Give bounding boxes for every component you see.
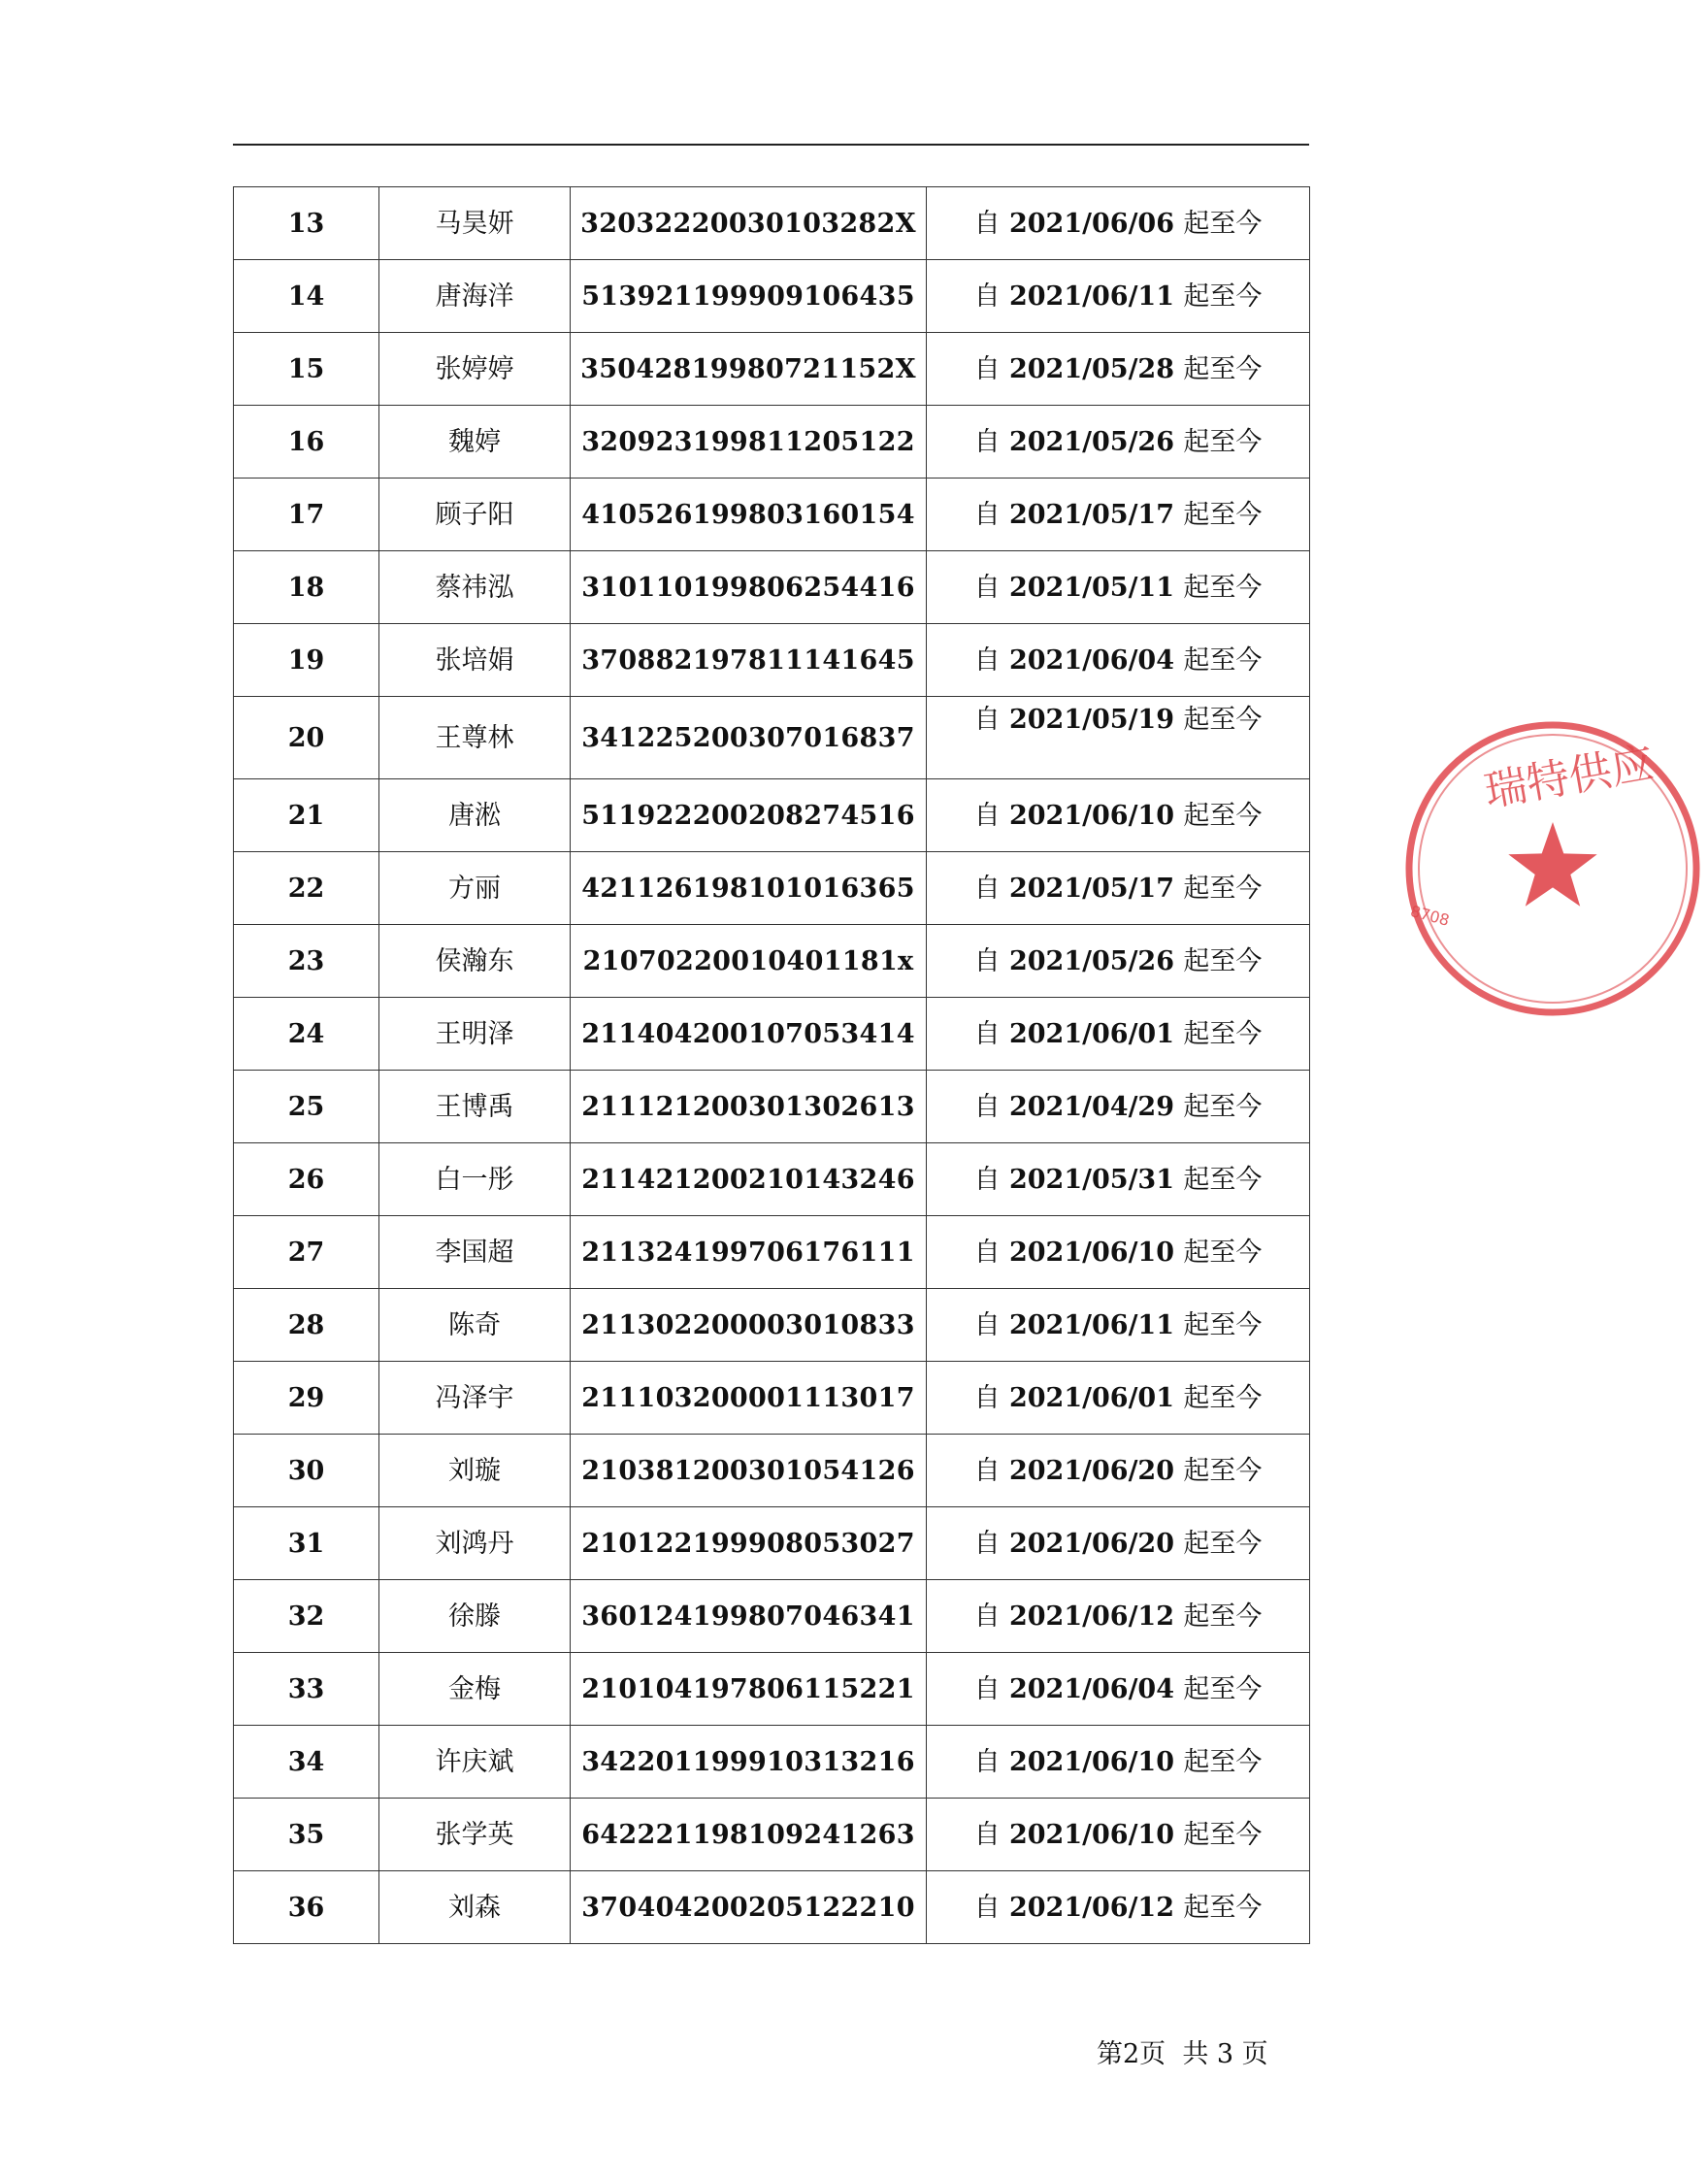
start-date-cell	[927, 1580, 1310, 1653]
start-date-cell	[927, 779, 1310, 852]
date-suffix: 起至今	[1183, 1091, 1263, 1122]
start-date-cell	[927, 697, 1310, 779]
start-date-cell	[927, 925, 1310, 998]
row-index: 16	[234, 406, 379, 479]
date-suffix: 起至今	[1183, 1746, 1263, 1777]
date-suffix: 起至今	[1183, 353, 1263, 384]
person-name: 刘璇	[379, 1435, 571, 1507]
date-prefix: 自	[973, 1746, 1001, 1777]
row-index: 21	[234, 779, 379, 852]
id-number: 642221198109241263	[571, 1799, 927, 1871]
start-date-cell	[927, 1435, 1310, 1507]
table-row	[234, 1216, 1310, 1289]
start-date: 2021/06/12	[1008, 1892, 1174, 1923]
row-index: 35	[234, 1799, 379, 1871]
row-index: 19	[234, 624, 379, 697]
id-number: 310110199806254416	[571, 551, 927, 624]
date-suffix: 起至今	[1183, 1309, 1263, 1340]
start-date-cell	[927, 406, 1310, 479]
table-row	[234, 697, 1310, 779]
start-date-cell	[927, 333, 1310, 406]
date-prefix: 自	[973, 1673, 1001, 1704]
table-row	[234, 1507, 1310, 1580]
id-number: 211103200001113017	[571, 1362, 927, 1435]
person-name: 许庆斌	[379, 1726, 571, 1799]
svg-text:瑞特供应: 瑞特供应	[1480, 738, 1659, 817]
date-suffix: 起至今	[1183, 705, 1263, 735]
person-name: 方丽	[379, 852, 571, 925]
table-row	[234, 1289, 1310, 1362]
table-row	[234, 925, 1310, 998]
date-prefix: 自	[973, 873, 1001, 904]
row-index: 34	[234, 1726, 379, 1799]
date-prefix: 自	[973, 1309, 1001, 1340]
start-date: 2021/06/12	[1008, 1601, 1174, 1632]
start-date: 2021/06/01	[1008, 1018, 1174, 1049]
date-suffix: 起至今	[1183, 644, 1263, 676]
start-date-cell	[927, 998, 1310, 1071]
id-number: 342201199910313216	[571, 1726, 927, 1799]
table-row	[234, 1726, 1310, 1799]
date-suffix: 起至今	[1183, 499, 1263, 530]
start-date: 2021/06/10	[1008, 800, 1174, 831]
id-number: 360124199807046341	[571, 1580, 927, 1653]
personnel-table	[233, 186, 1310, 1944]
row-index: 14	[234, 260, 379, 333]
table-row	[234, 1580, 1310, 1653]
header-rule	[233, 144, 1309, 146]
date-suffix: 起至今	[1183, 1164, 1263, 1195]
date-suffix: 起至今	[1183, 1455, 1263, 1486]
date-prefix: 自	[973, 1237, 1001, 1268]
date-prefix: 自	[973, 1164, 1001, 1195]
person-name: 陈奇	[379, 1289, 571, 1362]
date-prefix: 自	[973, 426, 1001, 457]
person-name: 唐淞	[379, 779, 571, 852]
table-row	[234, 260, 1310, 333]
date-prefix: 自	[973, 353, 1001, 384]
row-index: 28	[234, 1289, 379, 1362]
row-index: 30	[234, 1435, 379, 1507]
id-number: 211421200210143246	[571, 1143, 927, 1216]
id-number: 341225200307016837	[571, 697, 927, 779]
id-number: 210104197806115221	[571, 1653, 927, 1726]
start-date: 2021/06/10	[1008, 1819, 1174, 1850]
date-suffix: 起至今	[1183, 208, 1263, 239]
date-prefix: 自	[973, 1528, 1001, 1559]
person-name: 刘森	[379, 1871, 571, 1944]
date-prefix: 自	[973, 800, 1001, 831]
person-name: 侯瀚东	[379, 925, 571, 998]
table-row	[234, 1799, 1310, 1871]
page-footer: 第2页 共 3 页	[1097, 2039, 1268, 2069]
start-date: 2021/05/19	[1008, 705, 1174, 735]
row-index: 17	[234, 479, 379, 551]
start-date-cell	[927, 1289, 1310, 1362]
start-date-cell	[927, 1071, 1310, 1143]
table-row	[234, 1653, 1310, 1726]
row-index: 27	[234, 1216, 379, 1289]
date-suffix: 起至今	[1183, 800, 1263, 831]
date-suffix: 起至今	[1183, 1018, 1263, 1049]
row-index: 25	[234, 1071, 379, 1143]
date-suffix: 起至今	[1183, 1673, 1263, 1704]
person-name: 唐海洋	[379, 260, 571, 333]
date-suffix: 起至今	[1183, 1382, 1263, 1413]
table-row	[234, 551, 1310, 624]
row-index: 18	[234, 551, 379, 624]
row-index: 33	[234, 1653, 379, 1726]
id-number: 511922200208274516	[571, 779, 927, 852]
start-date-cell	[927, 852, 1310, 925]
seal-star-icon	[1508, 822, 1596, 907]
person-name: 金梅	[379, 1653, 571, 1726]
table-row	[234, 333, 1310, 406]
date-suffix: 起至今	[1183, 1237, 1263, 1268]
start-date: 2021/06/10	[1008, 1746, 1174, 1777]
person-name: 张婷婷	[379, 333, 571, 406]
person-name: 李国超	[379, 1216, 571, 1289]
person-name: 马昊妍	[379, 187, 571, 260]
date-prefix: 自	[973, 572, 1001, 603]
id-number: 32032220030103282X	[571, 187, 927, 260]
date-prefix: 自	[973, 1382, 1001, 1413]
person-name: 张培娟	[379, 624, 571, 697]
start-date-cell	[927, 1726, 1310, 1799]
table-row	[234, 779, 1310, 852]
id-number: 513921199909106435	[571, 260, 927, 333]
id-number: 21070220010401181x	[571, 925, 927, 998]
start-date: 2021/05/17	[1008, 873, 1174, 904]
start-date-cell	[927, 1507, 1310, 1580]
start-date-cell	[927, 1799, 1310, 1871]
person-name: 王博禹	[379, 1071, 571, 1143]
table-row	[234, 624, 1310, 697]
table-row	[234, 1871, 1310, 1944]
table-row	[234, 187, 1310, 260]
start-date: 2021/06/04	[1008, 644, 1174, 676]
date-suffix: 起至今	[1183, 873, 1263, 904]
date-prefix: 自	[973, 1455, 1001, 1486]
start-date-cell	[927, 1216, 1310, 1289]
id-number: 35042819980721152X	[571, 333, 927, 406]
date-suffix: 起至今	[1183, 945, 1263, 976]
id-number: 211324199706176111	[571, 1216, 927, 1289]
date-suffix: 起至今	[1183, 1528, 1263, 1559]
row-index: 23	[234, 925, 379, 998]
id-number: 211121200301302613	[571, 1071, 927, 1143]
date-prefix: 自	[973, 644, 1001, 676]
start-date: 2021/06/20	[1008, 1528, 1174, 1559]
date-prefix: 自	[973, 1892, 1001, 1923]
start-date: 2021/06/01	[1008, 1382, 1174, 1413]
date-prefix: 自	[973, 945, 1001, 976]
person-name: 顾子阳	[379, 479, 571, 551]
table-row	[234, 479, 1310, 551]
start-date: 2021/05/26	[1008, 426, 1174, 457]
person-name: 刘鸿丹	[379, 1507, 571, 1580]
person-name: 冯泽宇	[379, 1362, 571, 1435]
id-number: 320923199811205122	[571, 406, 927, 479]
start-date-cell	[927, 187, 1310, 260]
table-row	[234, 852, 1310, 925]
start-date-cell	[927, 551, 1310, 624]
id-number: 410526199803160154	[571, 479, 927, 551]
table-row	[234, 1362, 1310, 1435]
date-suffix: 起至今	[1183, 1819, 1263, 1850]
start-date-cell	[927, 260, 1310, 333]
person-name: 白一彤	[379, 1143, 571, 1216]
id-number: 370404200205122210	[571, 1871, 927, 1944]
start-date: 2021/05/28	[1008, 353, 1174, 384]
id-number: 211302200003010833	[571, 1289, 927, 1362]
person-name: 王尊林	[379, 697, 571, 779]
start-date: 2021/06/11	[1008, 1309, 1174, 1340]
start-date: 2021/06/10	[1008, 1237, 1174, 1268]
table-row	[234, 1143, 1310, 1216]
table-row	[234, 1071, 1310, 1143]
person-name: 王明泽	[379, 998, 571, 1071]
row-index: 24	[234, 998, 379, 1071]
start-date: 2021/06/20	[1008, 1455, 1174, 1486]
row-index: 31	[234, 1507, 379, 1580]
start-date: 2021/05/17	[1008, 499, 1174, 530]
start-date-cell	[927, 1871, 1310, 1944]
id-number: 421126198101016365	[571, 852, 927, 925]
table-row	[234, 998, 1310, 1071]
table-row	[234, 1435, 1310, 1507]
date-prefix: 自	[973, 1018, 1001, 1049]
id-number: 370882197811141645	[571, 624, 927, 697]
date-prefix: 自	[973, 1819, 1001, 1850]
person-name: 蔡祎泓	[379, 551, 571, 624]
start-date: 2021/04/29	[1008, 1091, 1174, 1122]
start-date: 2021/05/31	[1008, 1164, 1174, 1195]
start-date-cell	[927, 624, 1310, 697]
start-date: 2021/06/11	[1008, 281, 1174, 312]
row-index: 20	[234, 697, 379, 779]
row-index: 15	[234, 333, 379, 406]
date-prefix: 自	[973, 499, 1001, 530]
start-date: 2021/06/06	[1008, 208, 1174, 239]
date-suffix: 起至今	[1183, 1601, 1263, 1632]
row-index: 22	[234, 852, 379, 925]
id-number: 210381200301054126	[571, 1435, 927, 1507]
start-date: 2021/05/11	[1008, 572, 1174, 603]
date-suffix: 起至今	[1183, 1892, 1263, 1923]
date-prefix: 自	[973, 1601, 1001, 1632]
person-name: 徐滕	[379, 1580, 571, 1653]
date-prefix: 自	[973, 281, 1001, 312]
start-date: 2021/05/26	[1008, 945, 1174, 976]
date-suffix: 起至今	[1183, 281, 1263, 312]
date-prefix: 自	[973, 208, 1001, 239]
date-suffix: 起至今	[1183, 426, 1263, 457]
row-index: 26	[234, 1143, 379, 1216]
id-number: 211404200107053414	[571, 998, 927, 1071]
date-suffix: 起至今	[1183, 572, 1263, 603]
start-date-cell	[927, 1362, 1310, 1435]
row-index: 29	[234, 1362, 379, 1435]
start-date-cell	[927, 479, 1310, 551]
row-index: 32	[234, 1580, 379, 1653]
person-name: 张学英	[379, 1799, 571, 1871]
table-row	[234, 406, 1310, 479]
date-prefix: 自	[973, 1091, 1001, 1122]
start-date-cell	[927, 1653, 1310, 1726]
row-index: 36	[234, 1871, 379, 1944]
start-date-cell	[927, 1143, 1310, 1216]
company-seal	[1397, 699, 1659, 1048]
start-date: 2021/06/04	[1008, 1673, 1174, 1704]
date-prefix: 自	[973, 705, 1001, 735]
id-number: 210122199908053027	[571, 1507, 927, 1580]
svg-text:8708: 8708	[1408, 901, 1452, 930]
row-index: 13	[234, 187, 379, 260]
person-name: 魏婷	[379, 406, 571, 479]
